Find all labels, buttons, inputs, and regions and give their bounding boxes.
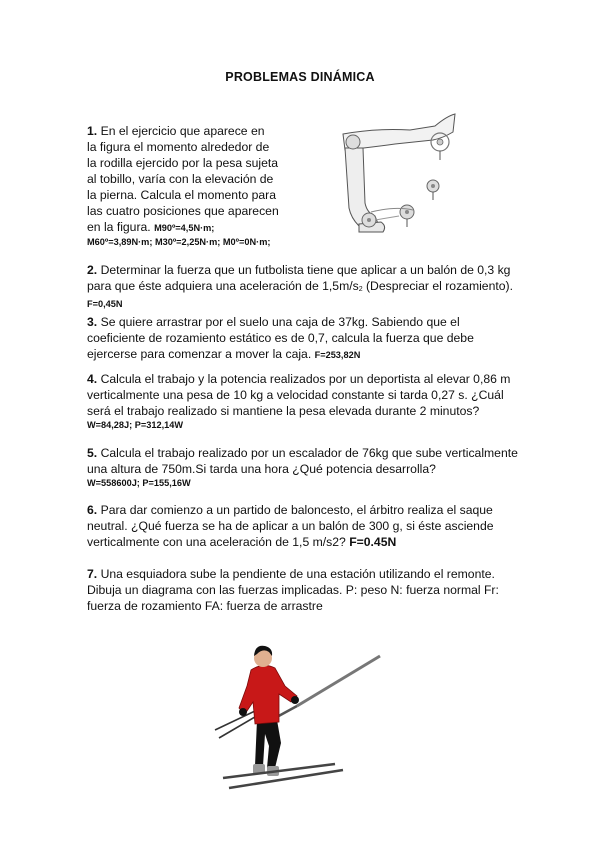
answer: F=253,82N [314,350,361,360]
problem-3 [87,314,517,363]
page-title: PROBLEMAS DINÁMICA [225,70,375,84]
problem-number: 4. [87,372,98,386]
problem-text-line: será el trabajo realizado si mantiene la pesa elevada durante 2 minutos? [87,404,480,418]
problem-number: 2. [87,263,98,277]
problem-text-line: una altura de 750m.Si tarda una hora ¿Qué potencia desarrolla? [87,462,436,476]
superscript: 2 [358,286,363,293]
problem-text-line: coeficiente de rozamiento estático es de 0,7, calcula la fuerza que debe [87,331,474,345]
problem-text-line: En el ejercicio que aparece en [100,124,265,138]
answer: F=0,45N [87,299,123,309]
problem-text-line: fuerza de rozamiento FA: fuerza de arrastre [87,599,323,613]
problem-text-line: Determinar la fuerza que un futbolista tiene que aplicar a un balón de 0,3 kg [100,263,511,277]
problem-text-line: Calcula el trabajo y la potencia realizados por un deportista al elevar 0,86 m [100,372,511,386]
problem-text-line: neutral. ¿Qué fuerza se ha de aplicar a un balón de 300 g, si éste asciende [87,519,494,533]
problem-text-line: (Despreciar el rozamiento). [362,279,513,293]
problem-text-line: para que éste adquiera una aceleración de 1,5m/s [87,279,359,293]
problem-number: 5. [87,446,98,460]
problem-text-line: Se quiere arrastrar por el suelo una caja de 37kg. Sabiendo que el [100,315,460,329]
problem-2 [87,262,517,311]
problem-1 [87,123,287,249]
problem-text-line: Calcula el trabajo realizado por un escalador de 76kg que sube verticalmente [100,446,518,460]
problem-number: 7. [87,567,98,581]
problem-text-line: la rodilla ejercido por la pesa sujeta [87,156,279,170]
problem-text-line: en la figura. [87,220,151,234]
skier-tow-lift-icon [205,638,390,793]
problem-number: 3. [87,315,98,329]
problem-text-line: Para dar comienzo a un partido de baloncesto, el árbitro realiza el saque [100,503,493,517]
problem-text-line: la pierna. Calcula el momento para [87,188,277,202]
answer: W=558600J; P=155,16W [87,478,191,488]
problem-text-line: verticalmente una pesa de 10 kg a velocidad constante si tarda 0,27 s. ¿Cuál [87,388,504,402]
problem-text-line: verticalmente con una aceleración de 1,5 m/s2? [87,535,346,549]
problem-5 [87,445,527,490]
answer: M60º=3,89N·m; M30º=2,25N·m; M0º=0N·m; [87,237,271,247]
answer: F=0.45N [349,535,397,549]
problem-text-line: ejercerse para comenzar a mover la caja. [87,347,312,361]
problem-text-line: al tobillo, varía con la elevación de [87,172,274,186]
problem-number: 1. [87,124,98,138]
problem-text-line: la figura el momento alrededor de [87,140,270,154]
problem-6 [87,502,515,550]
answer: W=84,28J; P=312,14W [87,420,184,430]
leg-weight-figure-icon [335,108,465,248]
answer: M90º=4,5N·m; [154,223,215,233]
problem-text-line: Una esquiadora sube la pendiente de una estación utilizando el remonte. [100,567,495,581]
problem-text-line: Dibuja un diagrama con las fuerzas implicadas. P: peso N: fuerza normal Fr: [87,583,499,597]
problem-text-line: las cuatro posiciones que aparecen [87,204,279,218]
problem-7 [87,566,517,614]
problem-number: 6. [87,503,98,517]
problem-4 [87,371,527,432]
